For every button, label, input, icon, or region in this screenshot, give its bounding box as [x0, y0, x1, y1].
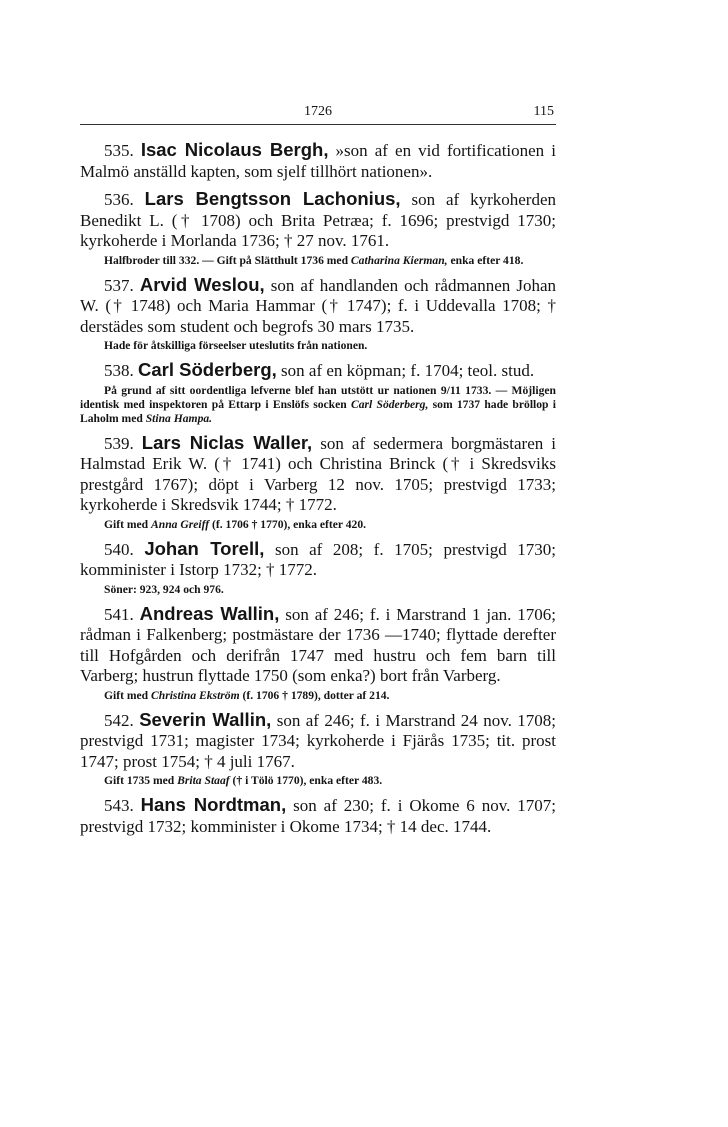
note-italic: Anna Greiff [151, 517, 210, 531]
note-italic: Catharina Kierman, [350, 253, 448, 267]
note-text: (f. 1706 † 1789), dotter af 214. [239, 688, 390, 702]
note-text: På grund af sitt oordentliga lefverne blef han utstött ur nationen 9/11 1733. — Möjligen identisk med inspektoren på Ettarp i Enslöfs socken [80, 383, 556, 411]
entry-540 [80, 539, 556, 597]
note-text: som 1737 hade bröllop i Laholm med [80, 397, 556, 425]
entry-536 [80, 189, 556, 268]
running-header [80, 104, 556, 125]
entry-note [80, 254, 556, 268]
entry-name: Arvid Weslou, [139, 273, 265, 295]
entry-539 [80, 433, 556, 532]
entry-number: 538. [104, 361, 134, 380]
entry-number: 535. [104, 141, 134, 160]
entry-text: »son af en vid fortificationen i Malmö anställd kapten, som sjelf tillhört nationen». [80, 141, 556, 181]
note-text: Hade för åtskilliga förseelser uteslutits från nationen. [104, 339, 368, 352]
entry-542 [80, 710, 556, 789]
note-text: (f. 1706 † 1770), enka efter 420. [209, 517, 367, 531]
header-year: 1726 [304, 104, 332, 119]
entry-text: son af 246; f. i Marstrand 1 jan. 1706; rådman i Falkenberg; postmästare der 1736 —1740; flyttade derefter till Hofgården och derifrån 1747 med hustru och fem barn till Varberg; hustrun flyttade 1750 (som enka?) bort från Varberg. [80, 604, 556, 685]
entry-text: son af kyrkoherden Benedikt L. († 1708) och Brita Petræa; f. 1696; prestvigd 1730; kyrkoherde i Morlanda 1736; † 27 nov. 1761. [80, 190, 556, 250]
entries-column [80, 140, 556, 844]
entry-number: 537. [104, 275, 134, 295]
entry-text: son af 246; f. i Marstrand 24 nov. 1708; prestvigd 1731; magister 1734; kyrkoherde i Fjärås 1735; tit. prost 1747; prost 1754; † 4 juli 1767. [80, 710, 557, 771]
entry-note [80, 774, 556, 788]
entry-text: son af handlanden och rådmannen Johan W. († 1748) och Maria Hammar († 1747); f. i Uddevalla 1708; † derstädes som student och begrofs 30 mars 1735. [80, 275, 557, 336]
note-italic: Brita Staaf [177, 774, 230, 787]
note-text: († i Tölö 1770), enka efter 483. [229, 774, 383, 787]
note-italic: Stina Hampa. [145, 411, 213, 425]
entry-note [80, 384, 556, 426]
note-text: Gift 1735 med [104, 774, 178, 787]
entry-name: Carl Söderberg, [138, 359, 277, 380]
note-text: Gift med [104, 688, 152, 702]
note-text: Söner: 923, 924 och 976. [104, 582, 224, 596]
entry-number: 539. [104, 433, 134, 453]
entry-text: son af 208; f. 1705; prestvigd 1730; komminister i Istorp 1732; † 1772. [80, 539, 556, 579]
note-text: Gift med [104, 517, 152, 531]
entry-name: Andreas Wallin, [139, 602, 280, 624]
entry-text: son af en köpman; f. 1704; teol. stud. [276, 361, 535, 380]
entry-text: son af 230; f. i Okome 6 nov. 1707; prestvigd 1732; komminister i Okome 1734; † 14 dec. 1744. [80, 796, 556, 836]
entry-name: Severin Wallin, [139, 708, 272, 730]
entry-note [80, 689, 556, 703]
entry-number: 536. [104, 190, 134, 209]
entry-541 [80, 604, 556, 703]
page-number: 115 [533, 104, 554, 119]
entry-name: Isac Nicolaus Bergh, [140, 139, 329, 160]
entry-number: 541. [104, 604, 134, 624]
entry-537 [80, 275, 556, 354]
entry-538 [80, 360, 556, 426]
entry-number: 540. [104, 539, 134, 559]
entry-name: Lars Niclas Waller, [141, 431, 313, 453]
entry-number: 543. [104, 796, 134, 815]
entry-name: Lars Bengtsson Lachonius, [144, 188, 401, 209]
entry-name: Hans Nordtman, [140, 794, 287, 815]
entry-note [80, 518, 556, 532]
entry-543 [80, 795, 556, 837]
note-text: Halfbroder till 332. — Gift på Slätthult 1736 med [104, 253, 351, 267]
note-italic: Carl Söderberg, [350, 397, 429, 411]
note-text: enka efter 418. [447, 253, 524, 267]
entry-note [80, 583, 556, 597]
entry-text: son af sedermera borgmästaren i Halmstad Erik W. († 1741) och Christina Brinck († i Skredsviks prestgård 1767); döpt i Varberg 12 nov. 1705; prestvigd 1733; kyrkoherde i Skredsvik 1744; † 1772. [80, 433, 556, 514]
entry-number: 542. [104, 710, 134, 730]
entry-535 [80, 140, 556, 182]
entry-name: Johan Torell, [144, 537, 265, 559]
note-italic: Christina Ekström [151, 688, 240, 702]
entry-note [80, 339, 556, 353]
